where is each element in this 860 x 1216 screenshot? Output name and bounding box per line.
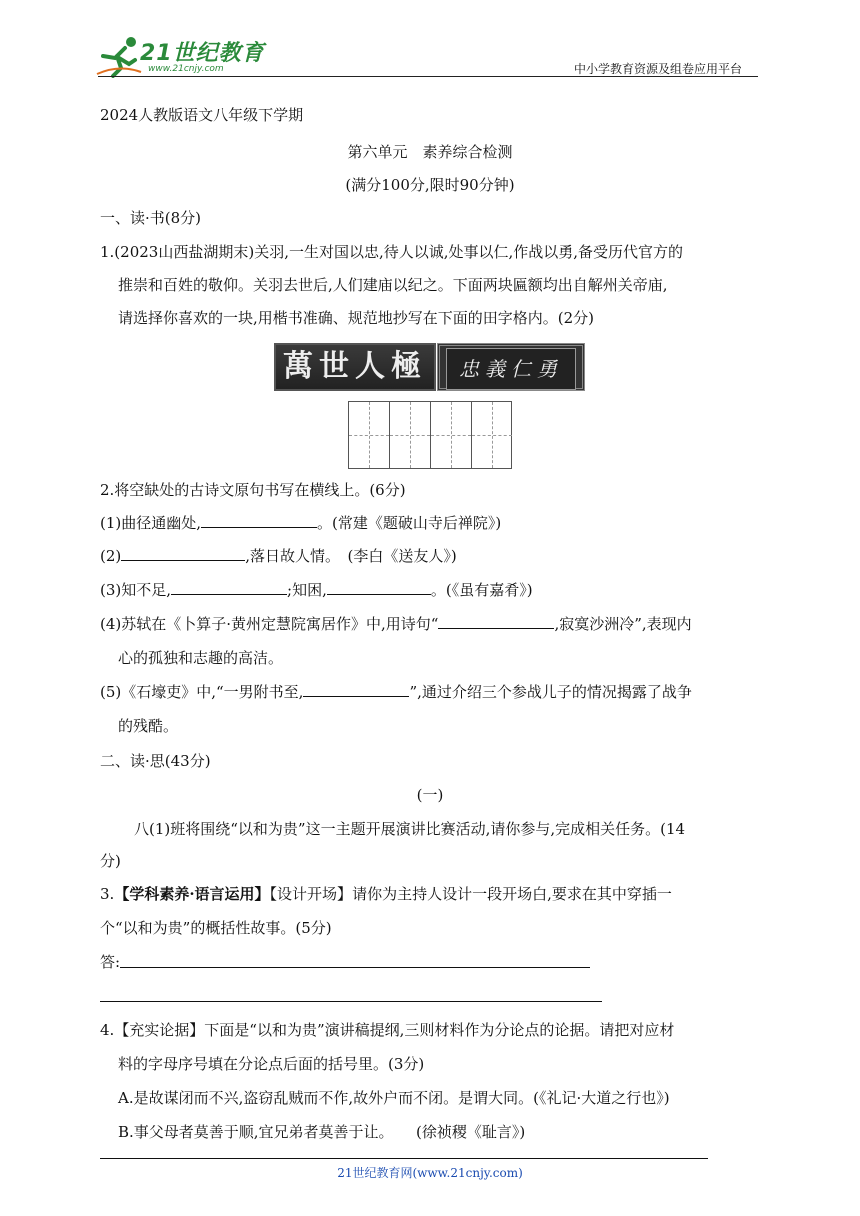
header-divider: [98, 76, 758, 77]
answer-blank[interactable]: [171, 580, 287, 595]
answer-line[interactable]: [100, 1001, 602, 1002]
q2-item: [100, 614, 692, 634]
answer-blank[interactable]: [121, 546, 245, 561]
tianzige-grid[interactable]: [348, 401, 512, 469]
text: (2): [100, 547, 122, 565]
paragraph: 八(1)班将围绕“以和为贵”这一主题开展演讲比赛活动,请你参与,完成相关任务。(14: [134, 820, 686, 838]
page-title: 第六单元 素养综合检测: [347, 143, 513, 161]
answer-blank[interactable]: [303, 682, 409, 697]
q-number: 3.: [100, 885, 115, 903]
text: ”,通过介绍三个参战儿子的情况揭露了战争: [409, 683, 692, 701]
answer-label: 答:: [100, 953, 121, 971]
text: (3)知不足,: [100, 581, 172, 599]
footer-link[interactable]: 21世纪教育网(www.21cnjy.com): [337, 1166, 523, 1180]
q4-option: A.是故谋闭而不兴,盗窃乱贼而不作,故外户而不闭。是谓大同。(《礼记·大道之行也》): [118, 1089, 670, 1107]
footer-divider: [100, 1158, 708, 1159]
q1-line: 请选择你喜欢的一块,用楷书准确、规范地抄写在下面的田字格内。(2分): [118, 309, 595, 327]
q3-line: 个“以和为贵”的概括性故事。(5分): [100, 919, 332, 937]
plaque-text: 忠義仁勇: [446, 348, 576, 390]
text: ;知困,: [287, 581, 327, 599]
q4-line: 料的字母序号填在分论点后面的括号里。(3分): [118, 1055, 425, 1073]
q2-item: [100, 682, 692, 702]
text: ,落日故人情。 (李白《送友人》): [245, 547, 457, 565]
text: 。(常建《题破山寺后禅院》): [317, 514, 502, 532]
q3-line: [100, 884, 672, 904]
q4-option: B.事父母者莫善于顺,宜兄弟者莫善于让。 (徐祯稷《耻言》): [118, 1123, 526, 1141]
logo-url: www.21cnjy.com: [148, 64, 224, 74]
section-heading: 二、读·思(43分): [100, 752, 211, 770]
q2-intro: 2.将空缺处的古诗文原句书写在横线上。(6分): [100, 481, 406, 499]
q2-item-cont: 的残酷。: [118, 717, 179, 735]
q4-line: 4.【充实论据】下面是“以和为贵”演讲稿提纲,三则材料作为分论点的论据。请把对应材: [100, 1021, 675, 1039]
answer-blank[interactable]: [327, 580, 431, 595]
answer-line[interactable]: [120, 967, 590, 968]
course-name: 2024人教版语文八年级下学期: [100, 106, 304, 124]
plaque-image: [437, 343, 585, 391]
q1-line: 推崇和百姓的敬仰。关羽去世后,人们建庙以纪之。下面两块匾额均出自解州关帝庙,: [118, 276, 668, 294]
answer-blank[interactable]: [201, 513, 317, 528]
text: 。(《虽有嘉肴》): [430, 581, 533, 599]
section-heading: 一、读·书(8分): [100, 209, 202, 227]
plaque-text: 萬世人極: [283, 349, 427, 384]
page-subtitle: (满分100分,限时90分钟): [345, 176, 515, 194]
text: 请你为主持人设计一段开场白,要求在其中穿插一: [352, 885, 672, 903]
q2-item: [100, 513, 501, 533]
q1-line: 1.(2023山西盐湖期末)关羽,一生对国以忠,待人以诚,处事以仁,作战以勇,备受历代官方的: [100, 243, 684, 261]
q-tag: 【学科素养·语言运用】: [114, 885, 270, 903]
q-tag: 【设计开场】: [269, 885, 353, 903]
logo-text: 21世纪教育: [140, 41, 265, 66]
q2-item-cont: 心的孤独和志趣的高洁。: [118, 649, 284, 667]
answer-blank[interactable]: [438, 614, 554, 629]
runner-icon: [95, 34, 143, 78]
text: (1)曲径通幽处,: [100, 514, 202, 532]
paragraph: 分): [100, 852, 121, 870]
text: ,寂寞沙洲冷”,表现内: [554, 615, 692, 633]
q2-item: [100, 546, 457, 566]
plaque-image: [274, 343, 436, 391]
platform-name: 中小学教育资源及组卷应用平台: [574, 62, 743, 76]
text: (4)苏轼在《卜算子·黄州定慧院寓居作》中,用诗句“: [100, 615, 439, 633]
q2-item: [100, 580, 533, 600]
text: (5)《石壕吏》中,“一男附书至,: [100, 683, 304, 701]
part-label: (一): [416, 786, 444, 804]
